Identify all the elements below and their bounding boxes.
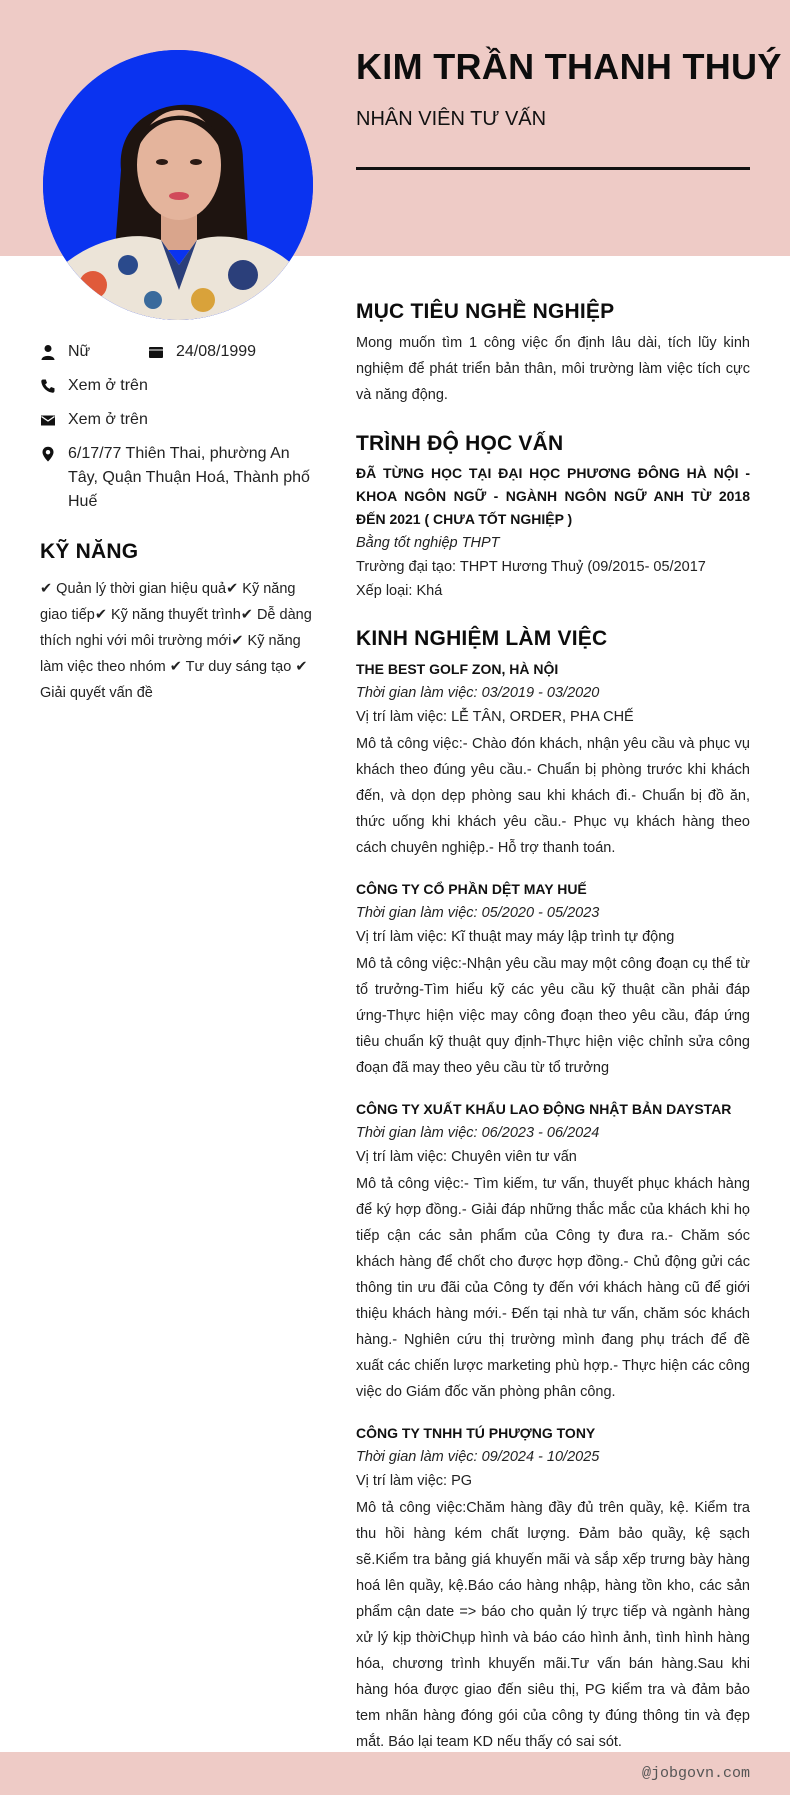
left-column [40,340,315,706]
job-position: Vị trí làm việc: PG [356,1473,473,1489]
education-school: ĐÃ TỪNG HỌC TẠI ĐẠI HỌC PHƯƠNG ĐÔNG HÀ NỘI - KHOA NGÔN NGỮ - NGÀNH NGÔN NGỮ ANH TỪ 2018 ĐẾN 2021 ( CHƯA TỐT NGHIỆP ) [356,465,750,527]
job-time: Thời gian làm việc: 09/2024 - 10/2025 [356,1449,600,1465]
job-company: CÔNG TY TNHH TÚ PHƯỢNG TONY [356,1425,596,1441]
job-company: THE BEST GOLF ZON, HÀ NỘI [356,661,559,677]
job-time: Thời gian làm việc: 05/2020 - 05/2023 [356,905,600,921]
address-value: 6/17/77 Thiên Thai, phường An Tây, Quận Thuận Hoá, Thành phố Huế [68,445,310,510]
job-description: Mô tả công việc:Chăm hàng đầy đủ trên quầy, kệ. Kiểm tra thu hồi hàng kém chất lượng. Đảm bảo quầy, kệ sạch sẽ.Kiểm tra bảng giá khuyến mãi và sắp xếp trưng bày hàng hoá lên quầy, kệ.Báo cáo hàng nhập, hàng tồn kho, các sản phẩm cận date => báo cho quản lý trực tiếp và ngành hàng xử lý kịp thờiChụp hình và báo cáo hình ảnh, tình hình hàng hóa, chương trình khuyến mãi.Tư vấn bán hàng.Sau khi hàng hóa được giao đến siêu thị, PG kiểm tra và đảm bảo tem nhãn hàng đóng gói của công ty đúng thông tin và đẹp mắt. Báo lại team KD nếu thấy có sai sót. [356,1500,750,1750]
job-time: Thời gian làm việc: 06/2023 - 06/2024 [356,1125,600,1141]
dob-value: 24/08/1999 [176,343,257,360]
user-icon [40,344,56,360]
job-entry [356,1421,750,1755]
experience-heading: KINH NGHIỆM LÀM VIỆC [356,627,608,650]
experience-section [356,627,750,1755]
gender-group [40,340,148,364]
job-description: Mô tả công việc:- Tìm kiếm, tư vấn, thuyết phục khách hàng để ký hợp đồng.- Giải đáp những thắc mắc của khách khi họ tiếp cận các sản phẩm của Công ty đưa ra.- Chăm sóc khách hàng để chốt cho được hợp đồng.- Chủ động gửi các thông tin ưu đãi của Công ty đến với khách hàng cũ để giới thiệu khách hàng mới.- Đến tại nhà tư vấn, chăm sóc khách hàng.- Nghiên cứu thị trường mình đang phụ trách để đề xuất các chiến lược marketing phù hợp.- Thực hiện các công việc do Giám đốc văn phòng phân công. [356,1176,750,1400]
job-position: Vị trí làm việc: Chuyên viên tư vấn [356,1149,577,1165]
right-column [356,300,750,1779]
job-position: Vị trí làm việc: LỄ TÂN, ORDER, PHA CHẾ [356,709,634,725]
job-company: CÔNG TY XUẤT KHẨU LAO ĐỘNG NHẬT BẢN DAYSTAR [356,1101,732,1117]
phone-icon [40,378,56,394]
gender-dob-row [40,340,315,364]
education-section [356,432,750,603]
education-grade: Xếp loại: Khá [356,583,443,599]
objective-section [356,300,750,408]
education-degree: Bằng tốt nghiệp THPT [356,535,500,551]
email-icon [40,412,56,428]
job-company: CÔNG TY CỔ PHẦN DỆT MAY HUẾ [356,881,587,897]
job-description: Mô tả công việc:-Nhận yêu cầu may một công đoạn cụ thể từ tổ trưởng-Tìm hiểu kỹ các yêu cầu kỹ thuật cần phải đáp ứng-Thực hiện việc may công đoạn theo yêu cầu, đáp ứng tiêu chuẩn kỹ thuật quy định-Thực hiện việc chỉnh sửa công đoạn đã may theo yêu cầu từ tổ trưởng [356,956,750,1076]
candidate-name: KIM TRẦN THANH THUÝ [356,46,782,87]
job-time: Thời gian làm việc: 03/2019 - 03/2020 [356,685,600,701]
watermark-text: @jobgovn.com [641,1765,750,1782]
job-description: Mô tả công việc:- Chào đón khách, nhận yêu cầu và phục vụ khách theo đúng yêu cầu.- Chuẩn bị phòng trước khi khách đến, và dọn dẹp phòng sau khi khách đi.- Chuẩn bị đồ ăn, thức uống khi khách yêu cầu.- Phục vụ khách hàng theo cách chuyên nghiệp.- Hỗ trợ thanh toán. [356,736,750,856]
candidate-title: NHÂN VIÊN TƯ VẤN [356,108,547,130]
address-row [40,442,315,514]
skills-heading: KỸ NĂNG [40,540,139,563]
phone-value: Xem ở trên [68,377,148,394]
job-entry [356,877,750,1081]
objective-text: Mong muốn tìm 1 công việc ổn định lâu dài, tích lũy kinh nghiệm để phát triển bản thân, môi trường làm việc tích cực và năng động. [356,335,750,403]
header-divider [356,167,750,170]
gender-value: Nữ [68,343,91,360]
calendar-icon [148,344,164,360]
location-icon [40,446,56,462]
phone-row [40,374,315,398]
job-position: Vị trí làm việc: Kĩ thuật may máy lập trình tự động [356,929,675,945]
dob-group [148,340,256,364]
email-value: Xem ở trên [68,411,148,428]
job-entry [356,1097,750,1405]
objective-heading: MỤC TIÊU NGHỀ NGHIỆP [356,300,615,323]
education-heading: TRÌNH ĐỘ HỌC VẤN [356,432,564,455]
email-row [40,408,315,432]
profile-photo [43,50,313,320]
job-entry [356,657,750,861]
skills-text: ✔ Quản lý thời gian hiệu quả✔ Kỹ năng giao tiếp✔ Kỹ năng thuyết trình✔ Dễ dàng thích nghi với môi trường mới✔ Kỹ năng làm việc theo nhóm ✔ Tư duy sáng tạo ✔ Giải quyết vấn đề [40,581,312,701]
education-training: Trường đại tạo: THPT Hương Thuỷ (09/2015- 05/2017 [356,559,706,575]
